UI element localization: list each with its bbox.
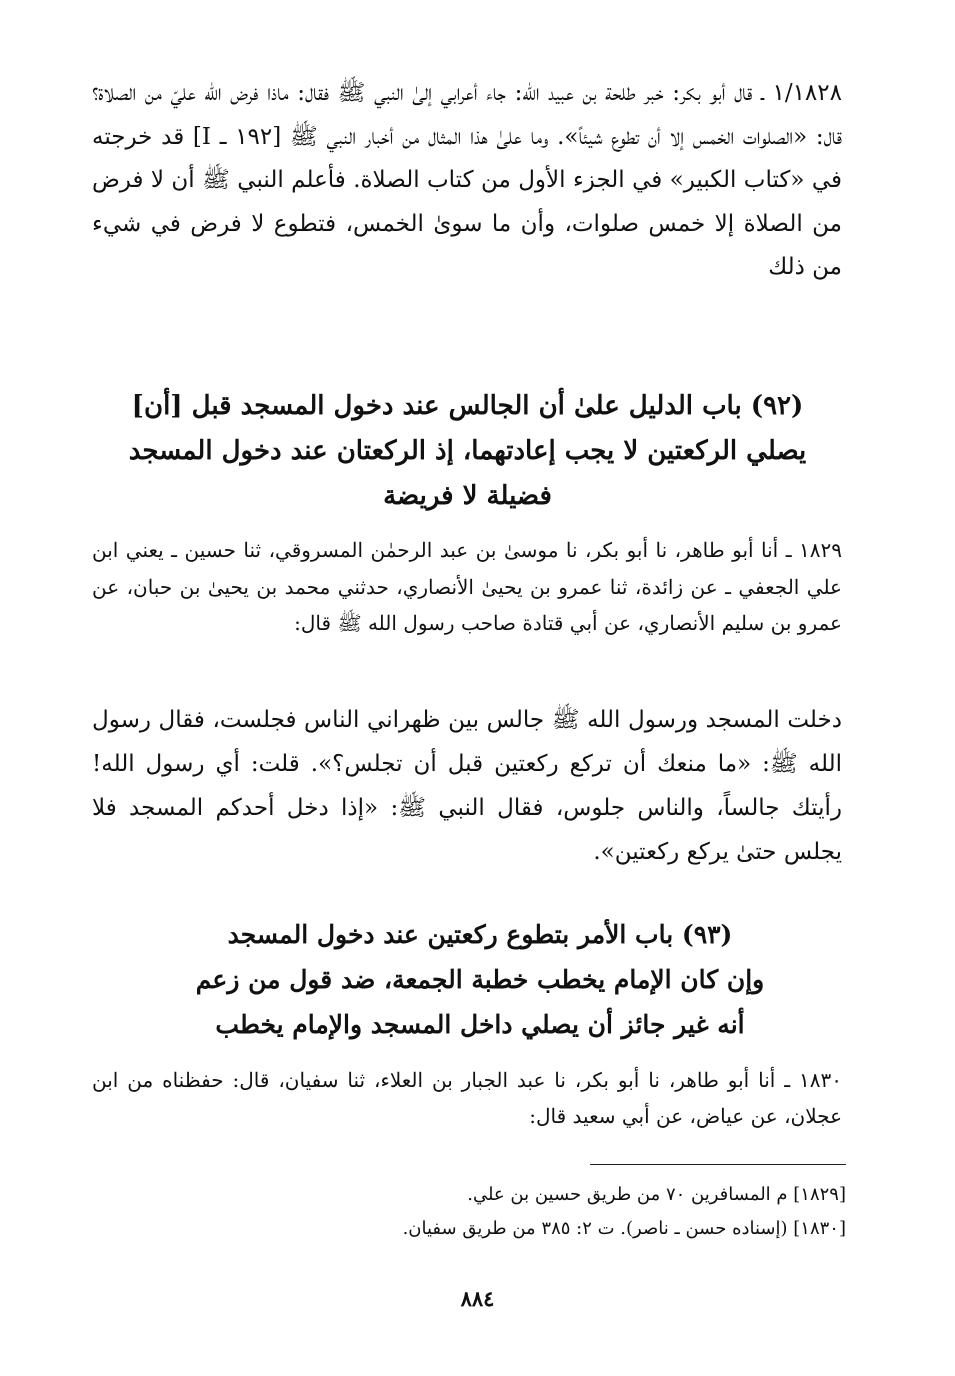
chapter-93-line-3: أنه غير جائز أن يصلي داخل المسجد والإمام يخطب — [215, 1010, 745, 1039]
chapter-93-line-2: وإن كان الإمام يخطب خطبة الجمعة، ضد قول من زعم — [195, 965, 765, 994]
hadith-1829-matn: دخلت المسجد ورسول الله ﷺ جالس بين ظهراني الناس فجلست، فقال رسول الله ﷺ: «ما منعك أن تركع ركعتين قبل أن تجلس؟». قلت: أي رسول الله! رأيتك جالساً، والناس جلوس، فقال النبي ﷺ: «إذا دخل أحدكم المسجد فلا يجلس حتىٰ يركع ركعتين». — [92, 707, 842, 865]
chapter-92-line-1: (٩٢) باب الدليل علىٰ أن الجالس عند دخول المسجد قبل [أن] — [131, 391, 804, 421]
chapter-92-line-2: يصلي الركعتين لا يجب إعادتهما، إذ الركعتان عند دخول المسجد — [128, 436, 807, 466]
paragraph-1828: ١/١٨٢٨ ـ قال أبو بكر: خبر طلحة بن عبيد الله: جاء أعرابي إلىٰ النبي ﷺ فقال: ماذا فرض الله عليّ من الصلاة؟ قال: «الصلوات الخمس إلا أن تطوع شيئاً». وما علىٰ هذا المثال من أخبار النبي ﷺ [١٩٢ ـ I] قد خرجته في «كتاب الكبير» في الجزء الأول من كتاب الصلاة. فأعلم النبي ﷺ أن لا فرض من الصلاة إلا خمس صلوات، وأن ما سوىٰ الخمس، فتطوع لا فرض في شيء من ذلك — [92, 80, 842, 280]
page-number: ٨٨٤ — [460, 1286, 495, 1311]
footnote-1829: [١٨٢٩] م المسافرين ٧٠ من طريق حسين بن علي. — [467, 1184, 846, 1205]
chapter-93-heading — [150, 912, 810, 1047]
footnote-1830: [١٨٣٠] (إسناده حسن ـ ناصر). ت ٢: ٣٨٥ من طريق سفيان. — [402, 1218, 846, 1239]
hadith-1830-isnad: ١٨٣٠ ـ أنا أبو طاهر، نا أبو بكر، نا عبد الجبار بن العلاء، ثنا سفيان، قال: حفظناه من ابن عجلان، عن عياض، عن أبي سعيد قال: — [92, 1068, 842, 1128]
chapter-92-heading — [110, 384, 825, 519]
footnote-separator — [590, 1164, 846, 1165]
footnotes — [300, 1178, 846, 1246]
chapter-93-line-1: (٩٣) باب الأمر بتطوع ركعتين عند دخول المسجد — [227, 920, 733, 949]
hadith-1829-isnad: ١٨٢٩ ـ أنا أبو طاهر، نا أبو بكر، نا موسىٰ بن عبد الرحمٰن المسروقي، ثنا حسين ـ يعني ابن علي الجعفي ـ عن زائدة، ثنا عمرو بن يحيىٰ الأنصاري، حدثني محمد بن يحيىٰ بن حبان، عن عمرو بن سليم الأنصاري، عن أبي قتادة صاحب رسول الله ﷺ قال: — [92, 538, 842, 635]
chapter-92-line-3: فضيلة لا فريضة — [383, 481, 552, 511]
